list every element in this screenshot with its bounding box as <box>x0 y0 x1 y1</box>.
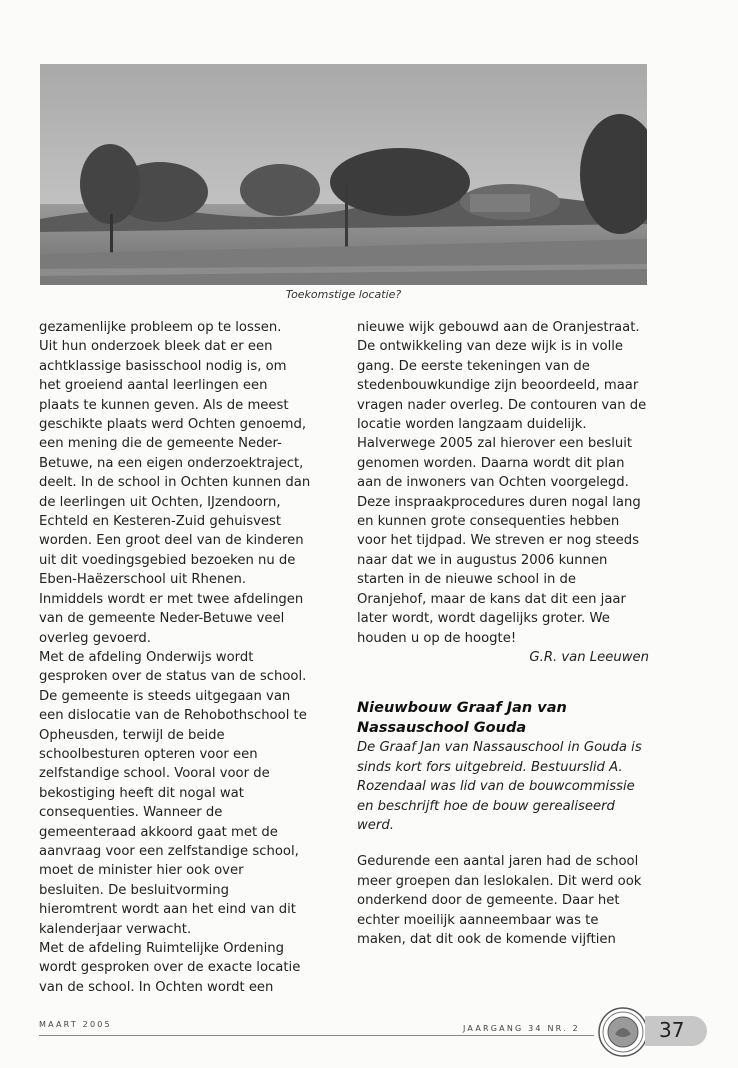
paragraph: Gedurende een aantal jaren had de school meer groepen dan leslokalen. Dit werd ook onderkend door de gemeente. Daar het echter moeilijk aanneembaar was te maken, dat dit ook de komende vijftien <box>357 854 642 947</box>
paragraph: nieuwe wijk gebouwd aan de Oranjestraat. De ontwikkeling van deze wijk is in volle gang. De eerste tekeningen van de stedenbouwkundige zijn beoordeeld, maar vragen nader overleg. De contouren van de locatie worden langzaam duidelijk. Halverwege 2005 zal hierover een besluit genomen worden. Daarna wordt dit plan aan de inwoners van Ochten voorgelegd. Deze inspraakprocedures duren nogal lang en kunnen grote consequenties hebben voor het tijdpad. We streven er nog steeds naar dat we in augustus 2006 kunnen starten in de nieuwe school in de Oranjehof, maar de kans dat dit een jaar later wordt, wordt dagelijks groter. We houden u op de hoogte! <box>357 320 647 646</box>
article-signature: G.R. van Leeuwen <box>529 649 649 665</box>
paragraph: Met de afdeling Ruimtelijke Ordening wordt gesproken over de exacte locatie van de school. In Ochten wordt een <box>39 941 301 995</box>
paragraph: gezamenlijke probleem op te lossen. <box>39 320 282 335</box>
page-number: 37 <box>659 1018 685 1042</box>
paragraph: Met de afdeling Onderwijs wordt gesproken over de status van de school. De gemeente is steeds uitgegaan van een dislocatie van de Rehobothschool te Opheusden, terwijl de beide schoolbesturen opteren voor een zelfstandige school. Vooral voor de bekostiging heeft dit nogal wat consequenties. Wanneer de gemeenteraad akkoord gaat met de aanvraag voor een zelfstandige school, moet de minister hier ook over besluiten. De besluitvorming hieromtrent wordt aan het eind van dit kalenderjaar verwacht. <box>39 649 307 937</box>
article-intro: De Graaf Jan van Nassauschool in Gouda is sinds kort fors uitgebreid. Bestuurslid A. Rozendaal was lid van de bouwcommissie en beschrijft hoe de bouw gerealiseerd werd. <box>357 740 642 833</box>
paragraph: Uit hun onderzoek bleek dat er een achtklassige basisschool nodig is, om het groeiend aantal leerlingen een plaats te kunnen geven. Als de meest geschikte plaats werd Ochten genoemd, een mening die de gemeente Neder-Betuwe, na een eigen onderzoektraject, deelt. In de school in Ochten kunnen dan de leerlingen uit Ochten, IJzendoorn, Echteld en Kesteren-Zuid gehuisvest worden. Een groot deel van de kinderen uit dit voedingsgebied bezoeken nu de Eben-Haëzerschool uit Rhenen. Inmiddels wordt er met twee afdelingen van de gemeente Neder-Betuwe veel overleg gevoerd. <box>39 339 311 646</box>
footer-divider <box>39 1035 594 1036</box>
right-column <box>357 318 649 949</box>
footer-volume: JAARGANG 34 NR. 2 <box>463 1024 580 1033</box>
landscape-photo <box>40 64 647 285</box>
left-column <box>39 318 311 997</box>
photo-caption: Toekomstige locatie? <box>285 288 402 301</box>
landscape-illustration <box>40 64 647 285</box>
seal-emblem-icon <box>597 1006 649 1058</box>
footer-date: MAART 2005 <box>39 1020 112 1029</box>
article-heading: Nieuwbouw Graaf Jan van Nassauschool Gouda <box>357 700 567 736</box>
